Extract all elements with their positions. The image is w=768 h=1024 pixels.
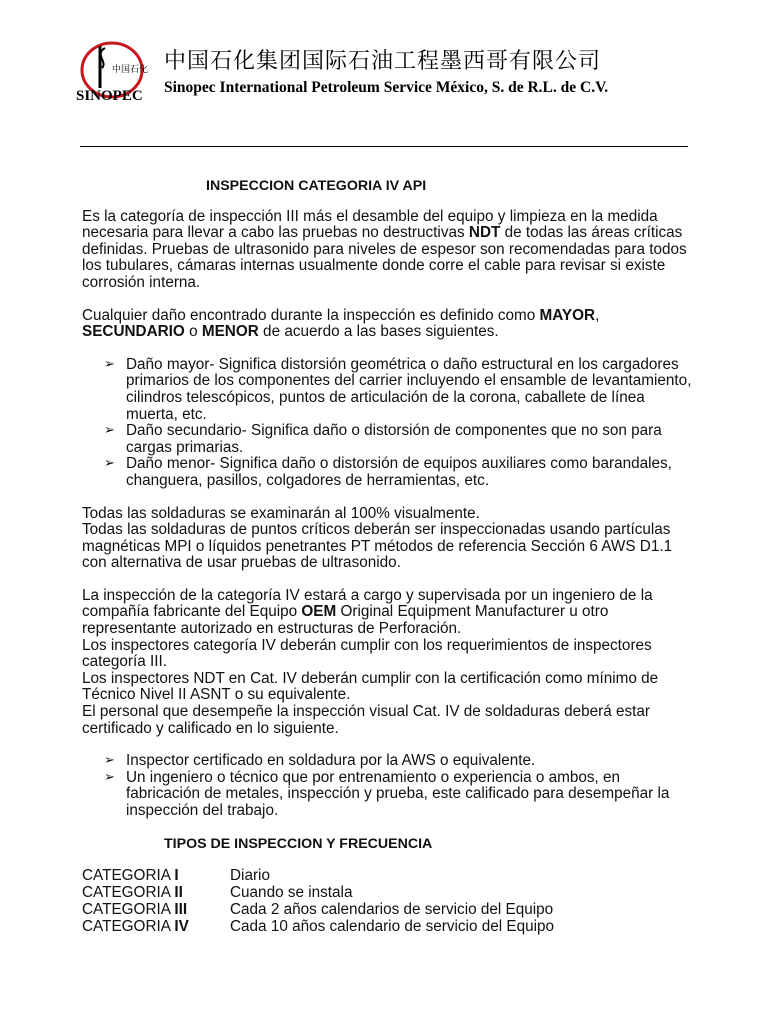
list-item: ➢ Un ingeniero o técnico que por entrenamiento o experiencia o ambos, en fabricación de metales, inspección y prueba, este calificado para desempeñar la inspección del trabajo. — [104, 768, 670, 819]
list-item: ➢ Daño menor- Significa daño o distorsión de equipos auxiliares como barandales, changuera, pasillos, colgadores de herramientas, etc. — [104, 455, 672, 489]
arrow-bullet-icon: ➢ — [104, 456, 115, 472]
arrow-bullet-icon: ➢ — [104, 356, 115, 372]
frequency-title: TIPOS DE INSPECCION Y FRECUENCIA — [164, 835, 433, 852]
header-divider — [80, 146, 688, 147]
logo-cn-text: 中国石化 — [112, 65, 149, 75]
table-row: CATEGORIA I Diario — [82, 867, 270, 885]
company-name-chinese: 中国石化集团国际石油工程墨西哥有限公司 — [164, 49, 602, 74]
welds-paragraph: Todas las soldaduras se examinarán al 100% visualmente. Todas las soldaduras de puntos críticos deberán ser inspeccionadas usando partículas magnéticas MPI o líquidos penetrantes PT métodos de referencia Sección 6 AWS D1.1 con alternativa de usar pruebas de ultrasonido. — [82, 504, 673, 572]
table-row: CATEGORIA III Cada 2 años calendarios de servicio del Equipo — [82, 901, 554, 919]
term-mayor: MAYOR — [539, 306, 596, 324]
list-item: ➢ Daño secundario- Significa daño o distorsión de componentes que no son para cargas primarias. — [104, 422, 662, 456]
document-body — [82, 178, 692, 935]
table-row: CATEGORIA IV Cada 10 años calendario de servicio del Equipo — [82, 918, 554, 936]
company-name-english: Sinopec International Petroleum Service México, S. de R.L. de C.V. — [164, 79, 609, 96]
frequency-table — [82, 867, 554, 935]
arrow-bullet-icon: ➢ — [104, 423, 115, 439]
intro-paragraph: Es la categoría de inspección III más el desamble del equipo y limpieza en la medida necesaria para llevar a cabo las pruebas no destructivas NDT de todas las áreas críticas definidas. Pruebas de ultrasonido para niveles de espesor son recomendadas para todos los tubulares, cámaras internas usualmente donde corre el cable para revisar si existe corrosión interna. — [82, 207, 687, 291]
arrow-bullet-icon: ➢ — [104, 753, 115, 769]
table-row: CATEGORIA II Cuando se instala — [82, 884, 353, 902]
damage-list — [82, 357, 692, 490]
list-item: ➢ Daño mayor- Significa distorsión geométrica o daño estructural en los cargadores primarios de los componentes del carrier incluyendo el ensamble de levantamiento, cilindros telescópicos, puntos de articulación de la corona, caballete de línea muerta, etc. — [104, 355, 692, 423]
arrow-bullet-icon: ➢ — [104, 769, 115, 785]
term-menor: MENOR — [201, 323, 259, 341]
logo-wordmark: SINOPEC — [76, 88, 143, 104]
sinopec-logo — [72, 38, 152, 104]
ndt-term: NDT — [468, 224, 501, 242]
damage-definition-paragraph: Cualquier daño encontrado durante la inspección es definido como MAYOR, SECUNDARIO o MENOR de acuerdo a las bases siguientes. — [82, 306, 600, 341]
letterhead — [72, 38, 692, 108]
document-title: INSPECCION CATEGORIA IV API — [206, 178, 427, 194]
oem-term: OEM — [301, 603, 337, 621]
term-secundario: SECUNDARIO — [82, 323, 185, 341]
list-item: ➢ Inspector certificado en soldadura por la AWS o equivalente. — [104, 752, 536, 770]
responsibility-paragraph: La inspección de la categoría IV estará a cargo y supervisada por un ingeniero de la compañía fabricante del Equipo OEM Original Equipment Manufacturer u otro representante autorizado en estructuras de Perforación. Los inspectores categoría IV deberán cumplir con los requerimientos de inspectores categoría III. Los inspectores NDT en Cat. IV deberán cumplir con la certificación como mínimo de Técnico Nivel II ASNT o su equivalente. El personal que desempeñe la inspección visual Cat. IV de soldaduras deberá estar certificado y calificado en lo siguiente. — [82, 586, 659, 737]
certification-list — [82, 753, 692, 819]
